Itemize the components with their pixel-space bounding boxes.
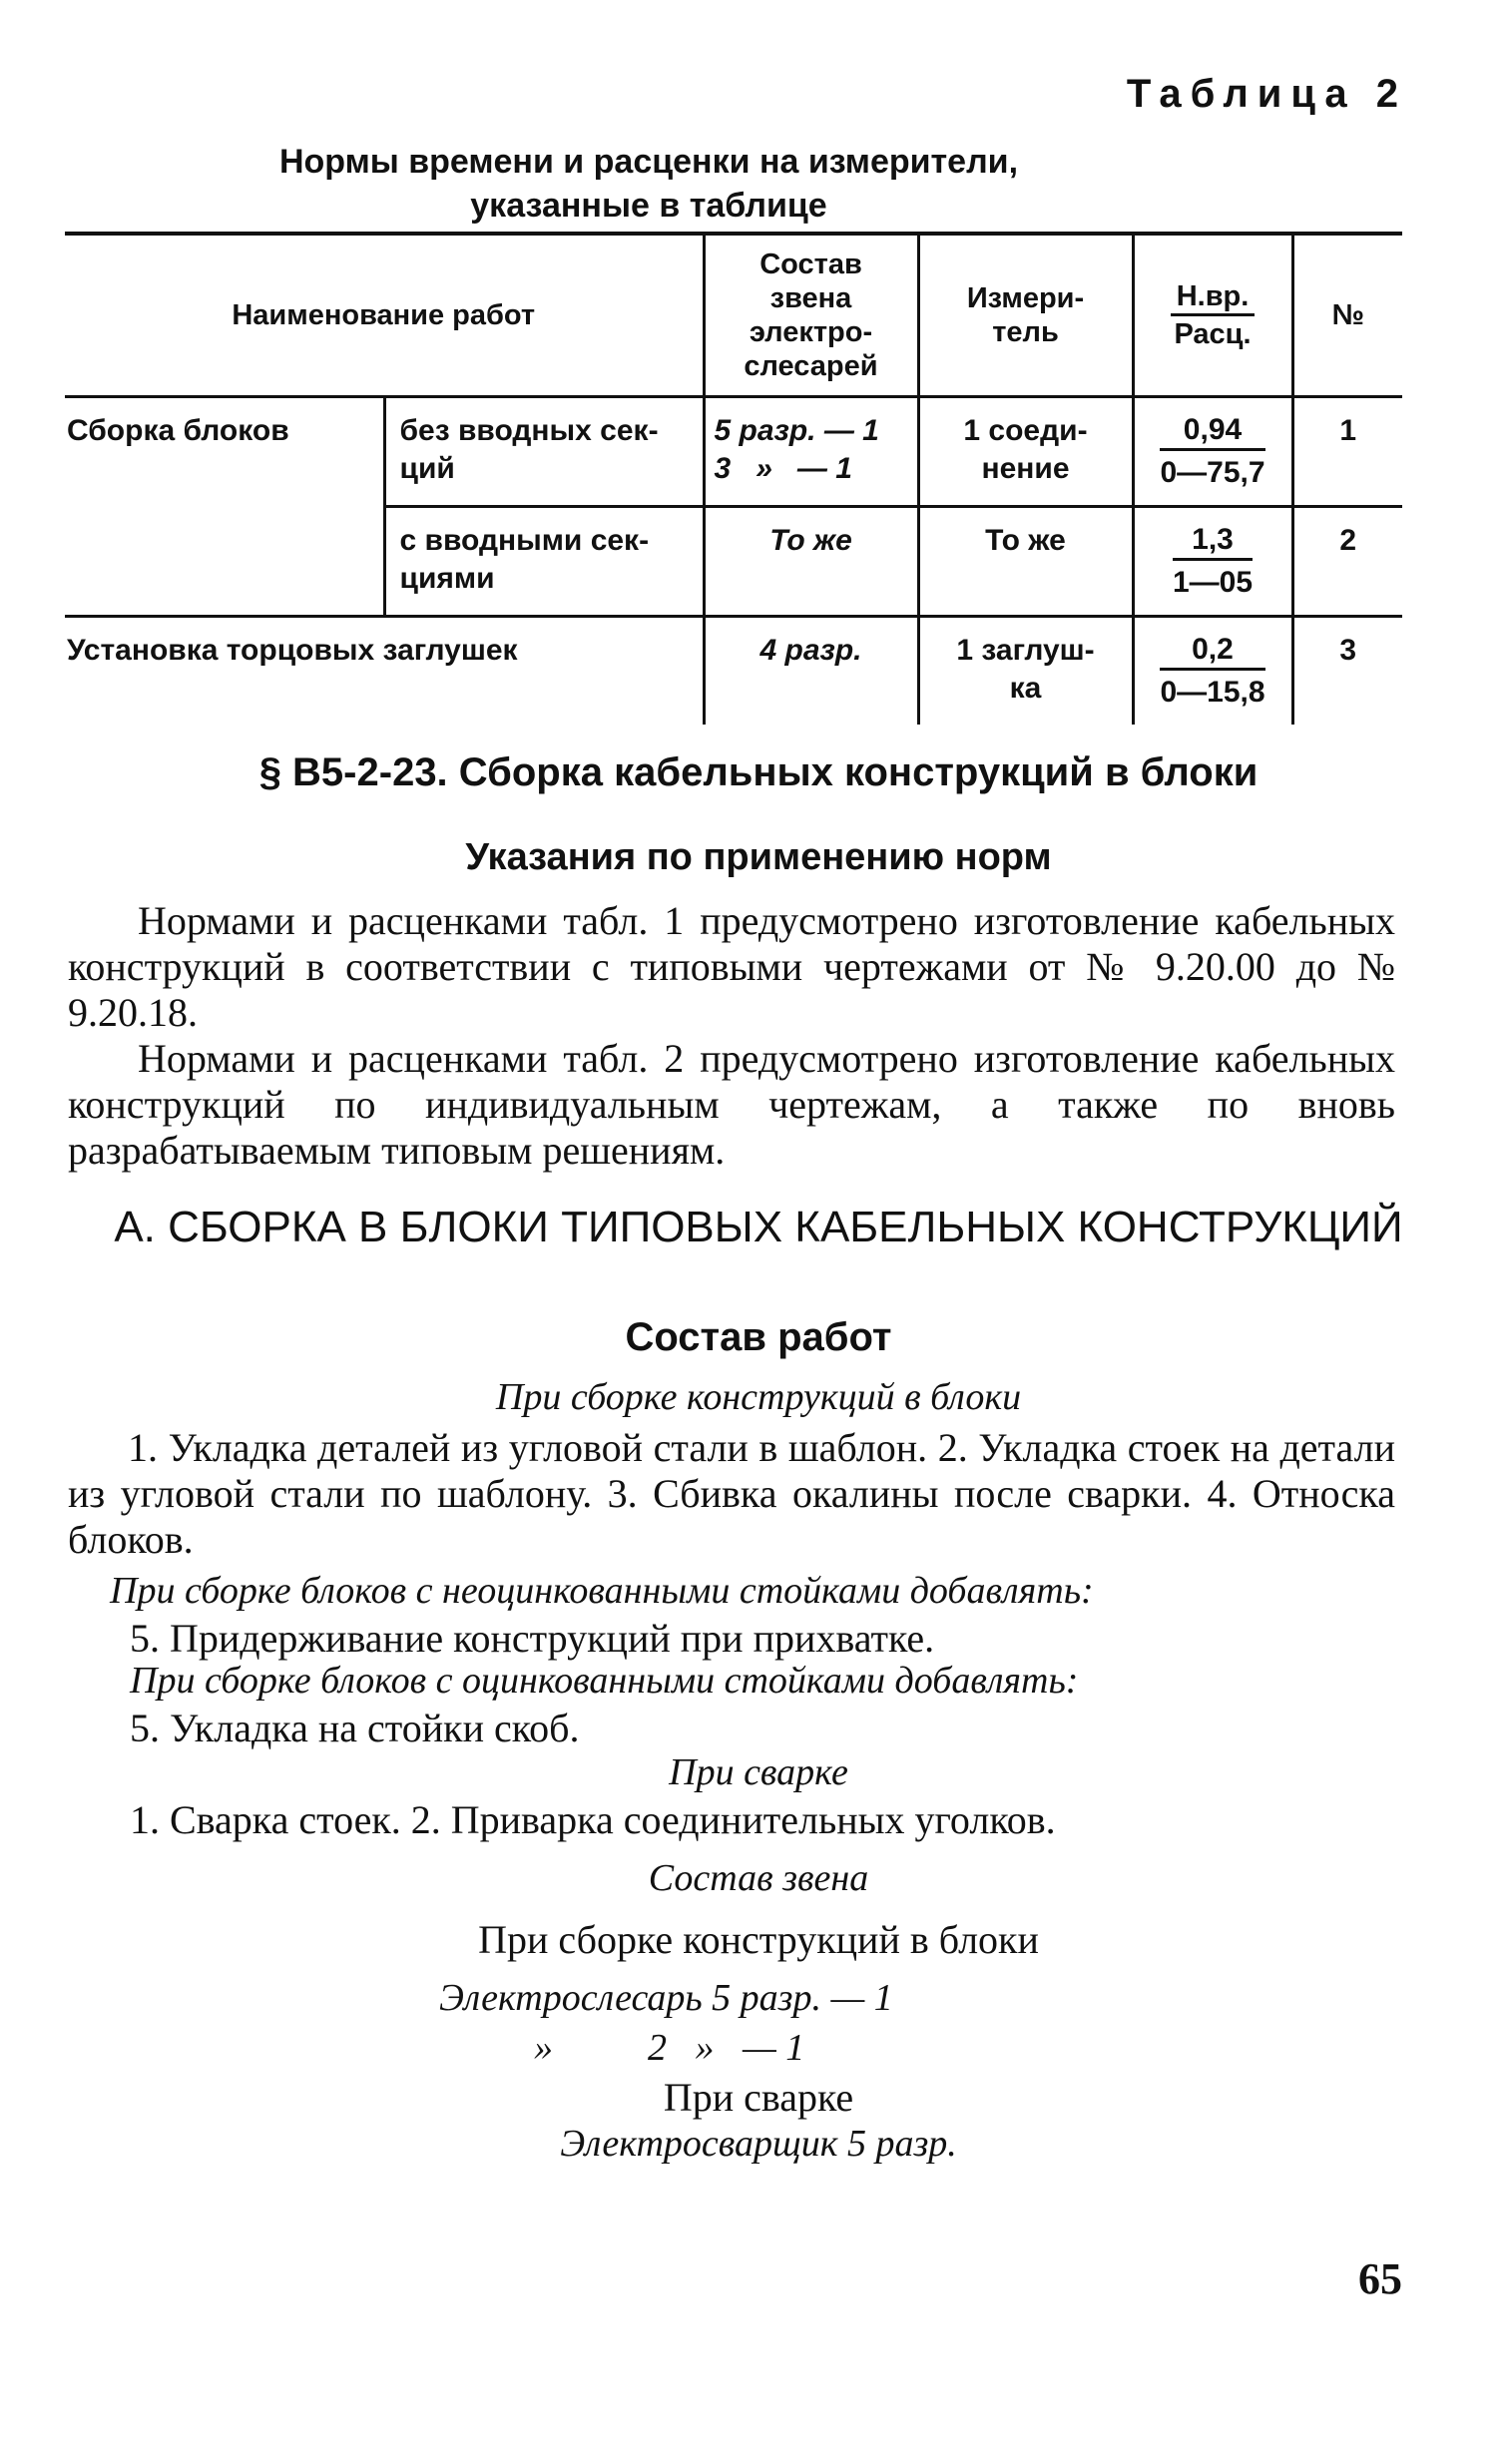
row-crew: То же: [704, 507, 918, 617]
header-meter: Измери-тель: [918, 234, 1133, 397]
row-number: 2: [1292, 507, 1402, 617]
table-caption-line-1: Нормы времени и расценки на измерители,: [278, 143, 1019, 181]
row-meter: 1 соеди-нение: [918, 397, 1133, 507]
header-rate: Расц.: [1174, 317, 1252, 350]
row-norm-rate: [1133, 617, 1292, 726]
header-work-name: Наименование работ: [65, 234, 704, 397]
crew-welding-label: При сварке: [663, 2075, 854, 2120]
row-norm-rate: [1133, 507, 1292, 617]
crew-assembly-line-2: » 2 » — 1: [534, 2027, 805, 2069]
row-work-name: Установка торцовых заглушек: [65, 617, 704, 726]
non-galvanized-note: При сборке блоков с неоцинкованными стойками добавлять:: [110, 1570, 1094, 1612]
row-meter: 1 заглуш-ка: [918, 617, 1133, 726]
table-row: [65, 617, 1402, 726]
row-number: 1: [1292, 397, 1402, 507]
table-caption: [120, 140, 1178, 228]
header-crew: Состав звена электро-слесарей: [704, 234, 918, 397]
table-caption-line-2: указанные в таблице: [470, 187, 827, 225]
row-norm: 1,3: [1173, 522, 1253, 561]
header-norm-rate: [1133, 234, 1292, 397]
row-rate: 0—75,7: [1160, 456, 1265, 489]
crew-heading: Состав звена: [648, 1857, 869, 1899]
assembly-subheading: При сборке конструкций в блоки: [495, 1376, 1022, 1418]
row-norm: 0,94: [1160, 412, 1264, 451]
row-norm-rate: [1133, 397, 1292, 507]
header-number: №: [1292, 234, 1402, 397]
paragraph-2: Нормами и расценками табл. 2 предусмотрено изготовление кабельных конструкций по индивидуальным чертежам, а также по вновь разрабатываемым типовым решениям.: [68, 1036, 1395, 1173]
assembly-steps: 1. Укладка деталей из угловой стали в шаблон. 2. Укладка стоек на детали из угловой стали по шаблону. 3. Сбивка окалины после сварки. 4. Относка блоков.: [68, 1425, 1395, 1562]
part-a-heading: А. СБОРКА В БЛОКИ ТИПОВЫХ КАБЕЛЬНЫХ КОНСТРУКЦИЙ: [114, 1203, 1403, 1251]
table-label: Таблица 2: [1126, 72, 1407, 116]
work-composition-heading: Состав работ: [625, 1315, 892, 1359]
row-number: 3: [1339, 634, 1357, 667]
instructions-heading: Указания по применению норм: [465, 836, 1052, 878]
galvanized-step: 5. Укладка на стойки скоб.: [130, 1706, 580, 1750]
section-title: § В5-2-23. Сборка кабельных конструкций в блоки: [258, 750, 1259, 794]
paragraph-1: Нормами и расценками табл. 1 предусмотрено изготовление кабельных конструкций в соответствии с типовыми чертежами от № 9.20.00 до № 9.20.18.: [68, 898, 1395, 1035]
row-rate: 1—05: [1172, 566, 1254, 599]
galvanized-note: При сборке блоков с оцинкованными стойками добавлять:: [130, 1660, 1079, 1702]
row-norm: 0,2: [1160, 632, 1264, 671]
row-subtype: с вводными сек-циями: [384, 507, 704, 617]
row-crew: 5 разр. — 1 3 » — 1: [704, 397, 918, 507]
crew-assembly-line-1: Электрослесарь 5 разр. — 1: [439, 1977, 893, 2019]
row-subtype: без вводных сек-ций: [384, 397, 704, 507]
welding-steps: 1. Сварка стоек. 2. Приварка соединительных уголков.: [130, 1797, 1056, 1842]
crew-assembly-label: При сборке конструкций в блоки: [478, 1917, 1039, 1962]
row-rate: 0—15,8: [1160, 676, 1265, 709]
welding-subheading: При сварке: [669, 1751, 848, 1793]
page-number: 65: [1358, 2254, 1402, 2303]
header-norm: Н.вр.: [1171, 279, 1256, 316]
table-row: [65, 397, 1402, 507]
row-meter: То же: [918, 507, 1133, 617]
non-galvanized-step: 5. Придерживание конструкций при прихватке.: [130, 1616, 935, 1661]
norms-table: [65, 232, 1402, 725]
row-work-name: Сборка блоков: [65, 397, 384, 617]
crew-welding-line: Электросварщик 5 разр.: [560, 2123, 957, 2165]
row-crew: 4 разр.: [704, 617, 918, 726]
